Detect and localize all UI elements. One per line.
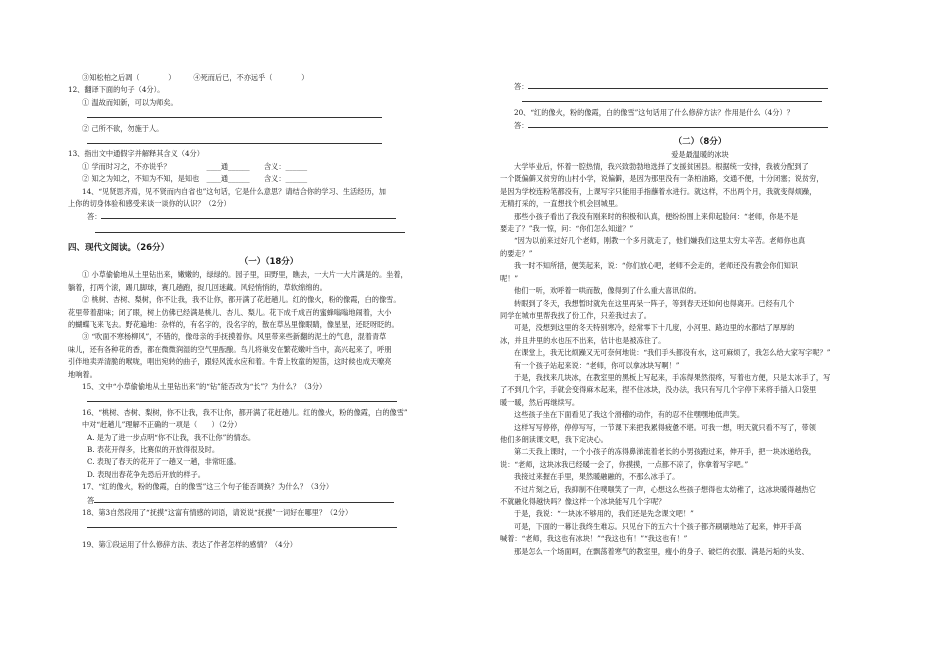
story-line: 这样写写停停，停停写写，一节课下来把我累得疲惫不堪。可我一想，明天就只看不写了，带领 [514, 422, 816, 432]
story-line: 在课堂上，我无比烦躁又无可奈何地说：“我们手头都没有水，这可麻烦了，我怎么给大家写字呢？” [514, 348, 831, 358]
paragraph-2-cont: 的蝴蝶飞来飞去。野花遍地：杂样的，有名字的，没名字的，散在草丛里像眼睛，像星星，还眨呀眨的。 [68, 319, 399, 329]
story-line: 那些小孩子看出了我没有刚来时的积极和认真，便纷纷围上来仰起脸问：“老师，你是不是 [514, 211, 798, 221]
story-line: 于是，我找来几块冰，在教室里的黑板上写起来，手冻得果然很疼，写着也方便，只是太冰手了，写 [514, 372, 831, 382]
paragraph-2-cont: 花里带着甜味；闭了眼，树上仿佛已经满是桃儿、杏儿、梨儿。花下成千成百的蜜蜂嗡嗡地闹着，大小 [68, 307, 392, 317]
answer-label: 答： [87, 212, 102, 222]
question-13-item-2: ② 知之为知之，不知为不知，是知也 ____通______ 含义：______ [82, 174, 308, 184]
story-line: 于是，我说：“一块冰不够用的，我们还是先念课文吧！” [514, 509, 694, 519]
story-line: 呢！” [500, 273, 519, 283]
answer-label: 答： [514, 121, 529, 131]
story-line: 无精打采的，一直想找个机会回城里。 [500, 199, 623, 209]
question-16-line-1: 16、“桃树、杏树、梨树，你不让我，我不让你，都开满了花赶趟儿。红的像火，粉的像霞，白的像雪” [82, 407, 408, 417]
story-line: 说：“老师，这块冰我已经暖一会了，你摸摸，一点都不凉了，你拿着写字吧。” [500, 459, 749, 469]
right-column [500, 80, 900, 558]
answer-line[interactable] [68, 109, 470, 122]
story-line: 一个既偏僻又贫穷的山村小学，说偏僻，是因为那里没有一条柏油路，交通不便，十分闭塞；说贫穷， [500, 174, 824, 184]
answer-line[interactable] [68, 135, 470, 148]
question-20: 20、“红的像火，粉的像霞，白的像雪”这句话用了什么修辞方法？作用是什么（4分）？ [514, 107, 794, 117]
story-line: “因为以前来过好几个老师，刚教一个多月就走了，他们嫌我们这里太穷太辛苦。老师你也真 [514, 236, 806, 246]
part-2-heading: （二）（8分） [673, 136, 727, 147]
question-18: 18、第3自然段用了“抚摸”这富有情感的词语，请说说“抚摸”一词好在哪里？（2分） [82, 508, 353, 517]
story-line: 同学在城市里帮我找了份工作，只差我过去了。 [500, 310, 651, 320]
paragraph-1: ① 小草偷偷地从土里钻出来，嫩嫩的，绿绿的。园子里，田野里，瞧去，一大片一大片满是的。坐着， [82, 270, 408, 280]
question-14-line-1: 14、“见贤思齐焉，见不贤而内自省也”这句话，它是什么意思？请结合你的学习、生活经历，加 [82, 186, 386, 196]
story-line: 他们多朗读课文吧，我下定决心。 [500, 434, 608, 444]
paragraph-2: ② 桃树、杏树、梨树，你不让我，我不让你，都开满了花赶趟儿。红的像火，粉的像霞，白的像雪。 [82, 295, 401, 305]
answer-row[interactable] [500, 80, 900, 93]
story-line: 不过片刻之后，我抑制不住噗嗤笑了一声，心想这么些孩子想得也太幼稚了，这冰块暖得越热它 [514, 484, 816, 494]
part-1-heading: （一）（18分） [239, 257, 299, 268]
question-19: 19、第①段运用了什么修辞方法、表达了作者怎样的感情？（4分） [82, 539, 297, 549]
paragraph-3-cont: 引伴地卖弄清脆的喉咙，唱出宛转的曲子，跟轻风流水应和着。牛背上牧童的短笛，这时候也成天嘹亮 [68, 357, 392, 367]
answer-line[interactable] [68, 519, 470, 532]
question-12-item-1: ① 温故而知新，可以为师矣。 [82, 97, 178, 107]
story-line: 要走了？”我一惊，问：“你们怎么知道？” [500, 224, 634, 234]
question-11-items: ③知松柏之后凋（ ） ④死而后已，不亦远乎（ ） [82, 73, 309, 82]
story-line: 第二天我上课时，一个小孩子的冻得鼻涕流着老长的小男孩跑过来，伸开手，把一块冰递给我， [514, 447, 816, 457]
story-line: 冰，并且井里的水也压不出来，估计也是被冻住了。 [500, 335, 666, 345]
question-12: 12、翻译下面的句子（4分）。 [68, 85, 165, 95]
left-column [68, 72, 470, 551]
paragraph-3-cont: 地响着。 [68, 369, 97, 379]
option-c: C. 表现了春天的花开了一趟又一趟，非常旺盛。 [87, 457, 241, 467]
story-line: 是因为学校连粉笔都没有，上课写字只能用手指蘸着水进行。就这样，不出两个月，我就变得烦躁， [500, 186, 817, 196]
story-title: 爱是最温暖的冰块 [671, 149, 729, 159]
question-13-item-1: ① 学而时习之，不亦说乎？ ____通______ 含义：______ [82, 161, 308, 171]
story-line: 我一时不知所措，便笑起来，说：“你们放心吧，老师不会走的，老师还没有教会你们知识 [514, 261, 798, 271]
question-12-item-2: ② 己所不欲，勿施于人。 [82, 123, 164, 133]
question-16-line-2: 中对“赶趟儿”理解不正确的一项是（ ）（2分） [82, 420, 242, 430]
story-line: 可是，下面的一幕让我终生难忘。只见台下的五六十个孩子都齐刷刷地站了起来，伸开手高 [514, 521, 802, 531]
answer-row[interactable] [500, 119, 900, 132]
answer-line[interactable] [68, 224, 470, 237]
story-line: 我接过来握在手里，果然暖融融的，不那么冰手了。 [514, 472, 680, 482]
story-line: 暖一暖，然后再继续写。 [500, 397, 580, 407]
story-line: 了不到几个字，手就会变得麻木起来，捏不住冰块，没办法，我只有写几个字停下来将手插入口袋里 [500, 385, 817, 395]
option-d: D. 表现出春花争先恐后开放的样子。 [87, 469, 205, 479]
story-line: 这些孩子坐在下面看见了我这个滑稽的动作，有的忍不住嘿嘿地低声笑。 [514, 410, 745, 420]
story-line: 转眼到了冬天，我想暂时就先在这里再呆一阵子，等到春天还如何也得离开。已经有几个 [514, 298, 795, 308]
story-line: 那是怎么一个场面呵，在飘荡着寒气的教室里，瘦小的身子、破烂的衣服、满是污垢的头发、 [514, 546, 809, 556]
story-line: 不就融化得越快吗？像这样一个冰块能写几个字呢？ [500, 497, 666, 506]
paragraph-3-cont: 味儿，还有各种花的香，都在微微润湿的空气里酝酿。鸟儿将巢安在繁花嫩叶当中，高兴起来了，呼朋 [68, 344, 392, 354]
story-line: 大学毕业后，怀着一腔热情，我兴致勃勃地选择了支援贫困县。根据统一安排，我被分配到了 [514, 162, 809, 172]
option-a: A. 是为了进一步点明“你不让我，我不让你”的情态。 [87, 432, 256, 442]
question-14-line-2: 上你的切身体验和感受来谈一谈你的认识？（2分） [68, 199, 231, 209]
question-13: 13、指出文中通假字并解释其含义（4分） [68, 149, 204, 159]
answer-label: 答： [514, 82, 529, 91]
story-line: 的要走？” [500, 248, 533, 258]
story-line: 他们一听，欢呼着一哄而散，像得到了什么重大喜讯似的。 [514, 286, 701, 296]
question-17: 17、“红的像火，粉的像霞，白的像雪”这三个句子能否调换？为什么？（3分） [82, 482, 334, 492]
answer-row[interactable] [68, 210, 470, 223]
answer-line[interactable] [68, 393, 470, 406]
story-line: 可是，没想到这里的冬天特别寒冷，经常零下十几度，小河里、路边里的水都结了厚厚的 [514, 323, 795, 333]
paragraph-3: ③ “吹面不寒杨柳风”，不错的，像母亲的手抚摸着你。风里带来些新翻的泥土的气息，混着青草 [82, 332, 387, 342]
story-line: 有一个孩子站起来说：“老师，你可以拿冰块写啊！” [514, 360, 680, 370]
paragraph-1-cont: 躺着，打两个滚，踢几脚球，赛几趟跑，捉几回迷藏。风轻悄悄的，草软绵绵的。 [68, 282, 327, 292]
section-4-heading: 四、现代文阅读。（26分） [68, 243, 170, 254]
question-15: 15、文中“小草偷偷地从土里钻出来”的“钻”能否改为“长”？为什么？（3分） [82, 381, 327, 391]
story-line: 喊着：“老师，我这也有冰块！”“我这也有！”“我这也有！” [500, 534, 688, 544]
answer-row[interactable] [68, 494, 470, 507]
answer-label: 答 [87, 495, 95, 505]
answer-line[interactable] [500, 93, 900, 106]
option-b: B. 表花开得多，比赛似的开放得很及时。 [87, 444, 220, 454]
